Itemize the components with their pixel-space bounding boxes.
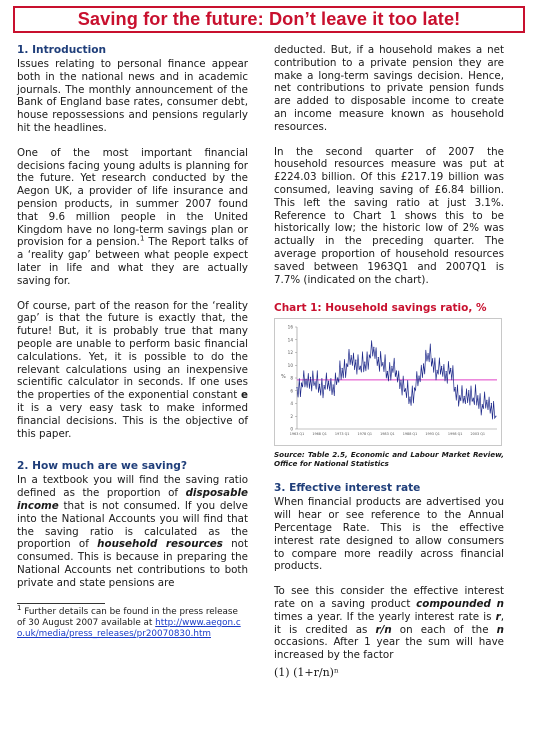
data-point bbox=[437, 370, 438, 371]
formula-expression: (1+r/n)ⁿ bbox=[293, 665, 339, 679]
y-axis-label: % bbox=[281, 374, 286, 381]
data-point bbox=[387, 371, 388, 372]
data-point bbox=[405, 389, 406, 390]
data-point bbox=[369, 355, 370, 356]
eir-paragraph-2 bbox=[274, 585, 504, 662]
eir-text-a: To see this consider the effective interest rate on a saving product bbox=[274, 585, 504, 610]
data-point bbox=[486, 400, 487, 401]
intro-paragraph-3 bbox=[17, 300, 248, 441]
y-tick-label: 14 bbox=[287, 337, 293, 343]
data-point bbox=[337, 378, 338, 379]
left-column bbox=[17, 44, 248, 639]
x-tick-label: 1998 Q1 bbox=[447, 432, 463, 437]
data-point bbox=[378, 357, 379, 358]
data-point bbox=[364, 362, 365, 363]
data-point bbox=[414, 388, 415, 389]
r-over-n-term: r/n bbox=[375, 623, 392, 636]
footnote-reference: 1 bbox=[139, 234, 145, 243]
data-point bbox=[333, 385, 334, 386]
data-point bbox=[314, 382, 315, 383]
data-point bbox=[446, 371, 447, 372]
data-point bbox=[391, 366, 392, 367]
eir-text-c: , it is credited as bbox=[274, 610, 504, 636]
chart-title: Chart 1: Household savings ratio, % bbox=[274, 302, 487, 315]
section-heading-saving: 2. How much are we saving? bbox=[17, 460, 187, 473]
section-heading-effective-interest: 3. Effective interest rate bbox=[274, 482, 421, 495]
data-point bbox=[491, 403, 492, 404]
formula-1 bbox=[274, 666, 504, 679]
data-point bbox=[455, 387, 456, 388]
data-point bbox=[432, 359, 433, 360]
y-tick-label: 6 bbox=[290, 388, 293, 394]
x-tick-label: 1983 Q1 bbox=[380, 432, 395, 437]
footnote-mark: 1 bbox=[17, 604, 22, 613]
x-tick-label: 1993 Q1 bbox=[425, 432, 440, 437]
page-title: Saving for the future: Don’t leave it too late! bbox=[77, 9, 461, 29]
saving-text-b: that is not consumed. If you delve into the National Accounts you will find that the saving ratio is calculated as the proportion of bbox=[17, 499, 248, 551]
data-point bbox=[319, 384, 320, 385]
data-point bbox=[473, 398, 474, 399]
data-point bbox=[468, 390, 469, 391]
data-point bbox=[342, 368, 343, 369]
data-point bbox=[400, 380, 401, 381]
savings-ratio-chart bbox=[274, 318, 502, 446]
data-point bbox=[382, 362, 383, 363]
intro-p2-text-b: The Report talks of a ‘reality gap’ between what people expect later in life and what they are actually saving for. bbox=[17, 236, 249, 287]
y-tick-label: 12 bbox=[287, 350, 293, 356]
household-resources-term: household resources bbox=[97, 538, 223, 551]
data-point bbox=[328, 381, 329, 382]
exponential-e: e bbox=[241, 389, 248, 402]
eir-paragraph-1: When financial products are advertised you will hear or see reference to the Annual Percentage Rate. This is the effective interest rate designed to allow consumers to compare more readily across financial products. bbox=[274, 496, 504, 573]
data-point bbox=[355, 360, 356, 361]
data-point bbox=[427, 354, 428, 355]
x-tick-label: 1968 Q1 bbox=[312, 432, 327, 437]
data-point bbox=[418, 376, 419, 377]
x-tick-label: 1978 Q1 bbox=[357, 432, 373, 437]
data-point bbox=[301, 383, 302, 384]
data-point bbox=[360, 366, 361, 367]
data-point bbox=[459, 396, 460, 397]
data-point bbox=[464, 396, 465, 397]
saving-text-c: not consumed. This is because in preparing the National Accounts net contributions to both private and state pensions are bbox=[17, 538, 248, 589]
footnote-link[interactable]: http://www.aegon.co.uk/media/press_releases/pr20070830.htm bbox=[17, 618, 241, 639]
eir-text-e: occasions. After 1 year the sum will have increased by the factor bbox=[274, 636, 504, 662]
intro-p2-text-a: One of the most important financial decisions facing young adults is planning for the future. Yet research conducted by the Aegon UK, a provider of life insurance and pension products, in summer 2007 found that 9.6 million people in the United Kingdom have no long-term savings plan or provision for a pension. bbox=[17, 146, 248, 249]
data-point bbox=[482, 405, 483, 406]
footnote bbox=[17, 604, 248, 639]
x-tick-label: 1963 Q1 bbox=[289, 432, 305, 437]
data-point bbox=[409, 397, 410, 398]
r-variable: r bbox=[495, 610, 501, 623]
chart-svg bbox=[275, 319, 503, 447]
data-point bbox=[423, 364, 424, 365]
data-point bbox=[396, 371, 397, 372]
data-point bbox=[373, 347, 374, 348]
data-point bbox=[296, 387, 297, 388]
saving-text-a: In a textbook you will find the saving ratio defined as the proportion of bbox=[17, 474, 248, 500]
intro-paragraph-1: Issues relating to personal finance appear both in the national news and in academic journals. The monthly announcement of the Bank of England base rates, consumer debt, house repossessions and pensions regularly hit the headlines. bbox=[17, 58, 248, 134]
disposable-income-term: disposable income bbox=[17, 487, 248, 512]
intro-p3-text-b: it is a very easy task to make informed financial decisions. This is the objective of this paper. bbox=[17, 401, 248, 440]
data-point bbox=[477, 396, 478, 397]
data-point bbox=[351, 355, 352, 356]
data-point bbox=[495, 416, 496, 417]
data-point bbox=[310, 377, 311, 378]
data-point bbox=[346, 364, 347, 365]
x-tick-label: 1973 Q1 bbox=[334, 432, 350, 437]
data-point bbox=[441, 366, 442, 367]
data-point bbox=[324, 385, 325, 386]
x-tick-label: 2003 Q1 bbox=[470, 432, 486, 437]
section-heading-introduction: 1. Introduction bbox=[17, 44, 107, 56]
intro-paragraph-2 bbox=[17, 147, 248, 288]
right-paragraph-1: deducted. But, if a household makes a net contribution to a private pension they are make a long-term savings decision. Hence, net contributions to private pension funds are added to disposable income to create an income measure known as household resources. bbox=[274, 44, 504, 133]
y-tick-label: 0 bbox=[290, 426, 293, 432]
x-tick-label: 1988 Q1 bbox=[402, 432, 418, 437]
y-tick-label: 10 bbox=[287, 363, 293, 369]
y-tick-label: 4 bbox=[290, 401, 293, 407]
formula-label: (1) bbox=[274, 665, 290, 679]
y-tick-label: 2 bbox=[290, 414, 293, 420]
saving-paragraph bbox=[17, 474, 248, 589]
data-point bbox=[305, 379, 306, 380]
compounded-term: compounded bbox=[416, 597, 491, 610]
footnote-text: Further details can be found in the press release of 30 August 2007 available at bbox=[17, 607, 238, 629]
right-paragraph-2: In the second quarter of 2007 the household resources measure was put at £224.03 billion. Of this £217.19 billion was consumed, leaving saving of £6.84 billion. This left the saving ratio at just 3.1%. Reference to Chart 1 shows this to be historically low; the historic low of 2% was actually in the preceding quarter. The average proportion of household resources saved between 1963Q1 and 2007Q1 is 7.7% (indicated on the chart). bbox=[274, 145, 504, 286]
n-variable-2: n bbox=[496, 623, 504, 636]
n-variable: n bbox=[496, 597, 504, 610]
chart-source: Source: Table 2.5, Economic and Labour Market Review, Office for National Statistics bbox=[274, 450, 504, 469]
intro-p3-text-a: Of course, part of the reason for the ‘reality gap’ is that the future is exactly that, the future! But, it is probably true that many people are unable to perform basic financial calculations. Yet, it is possible to do the relevant calculations using an inexpensive scientific calculator in seconds. If one uses the properties of the exponential constant bbox=[17, 299, 248, 402]
data-point bbox=[450, 368, 451, 369]
eir-text-b: times a year. If the yearly interest rate is bbox=[274, 610, 496, 623]
footnote-divider bbox=[17, 603, 105, 604]
right-column bbox=[274, 44, 504, 679]
title-banner bbox=[13, 6, 525, 33]
y-tick-label: 16 bbox=[287, 324, 293, 330]
y-tick-label: 8 bbox=[290, 375, 293, 381]
eir-text-d: on each of the bbox=[391, 623, 497, 636]
